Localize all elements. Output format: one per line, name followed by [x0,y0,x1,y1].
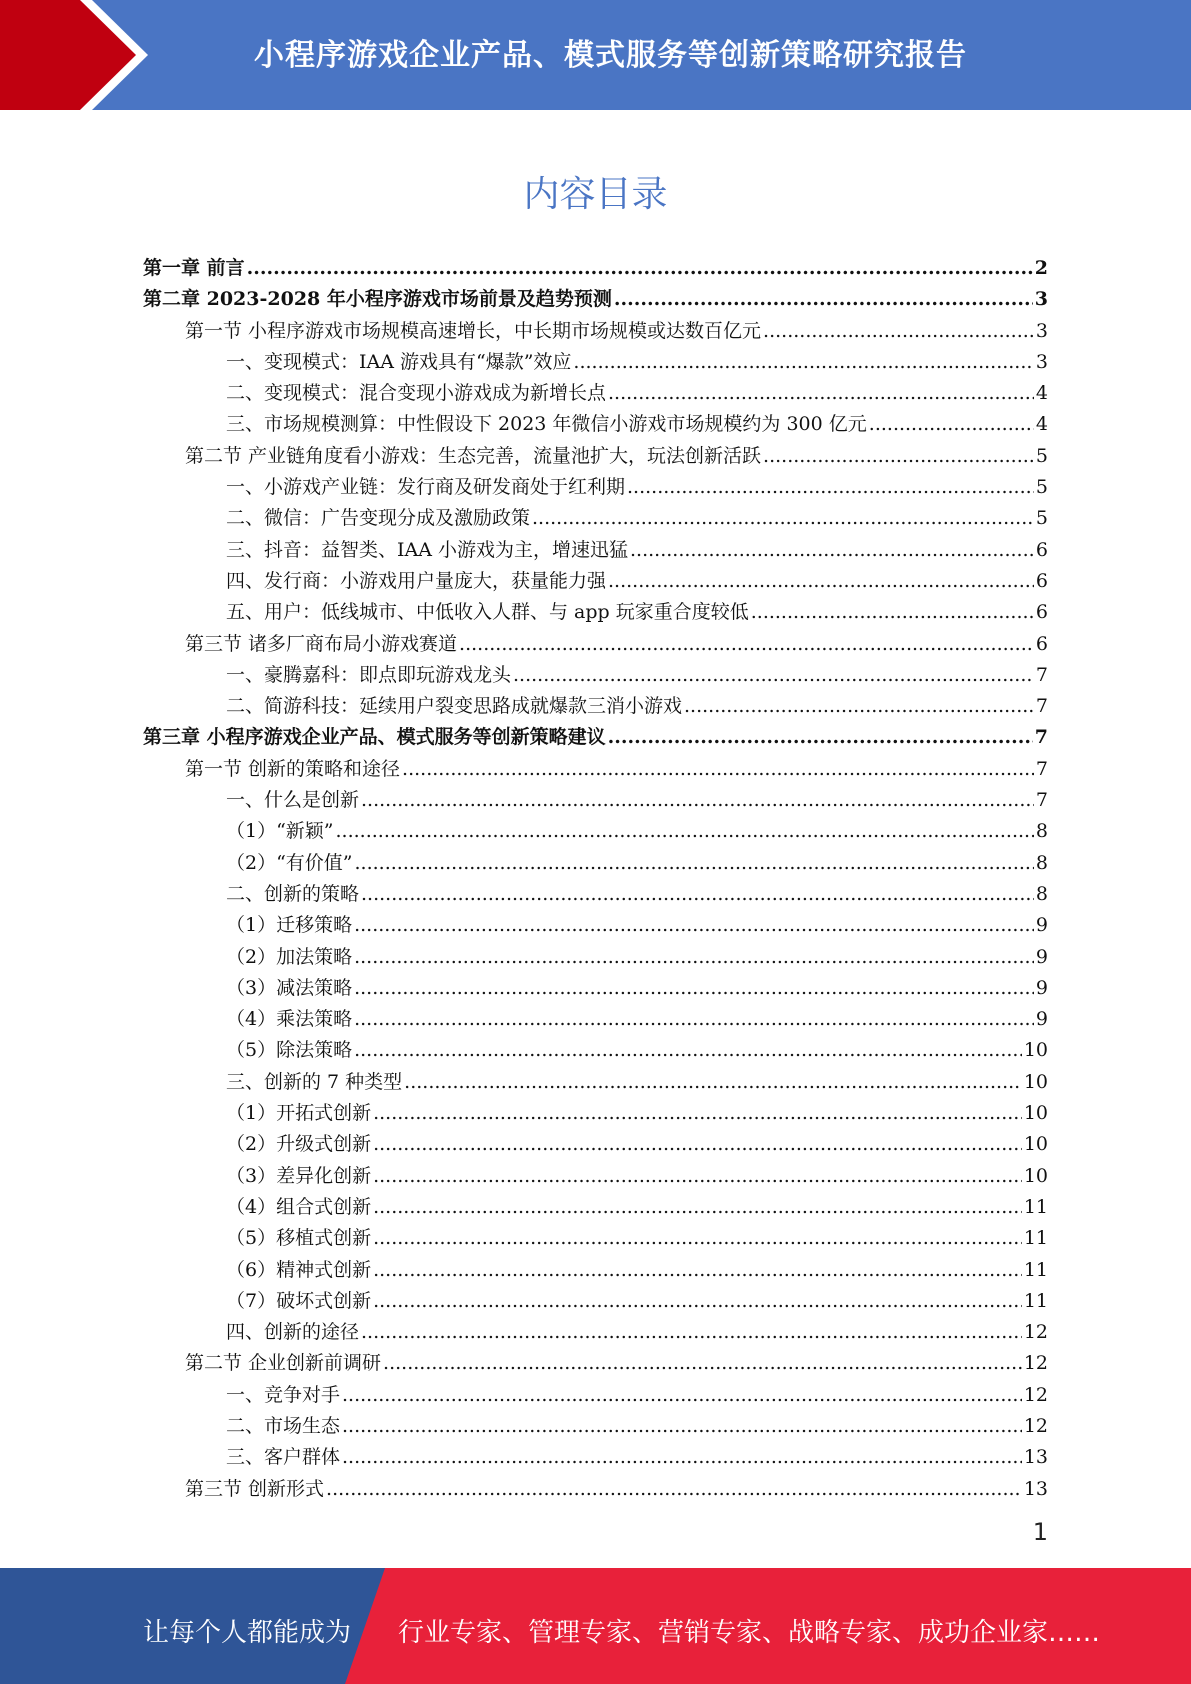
toc-leader-dots [684,691,1034,722]
toc-entry-label: 一、小游戏产业链：发行商及研发商处于红利期 [226,476,626,499]
toc-leader-dots [361,879,1034,910]
toc-entry[interactable] [143,816,1048,847]
toc-entry-label: （2）升级式创新 [226,1133,372,1156]
toc-entry-label: （5）移植式创新 [226,1227,372,1250]
toc-leader-dots [342,1411,1022,1442]
toc-entry-page: 6 [1035,601,1048,624]
toc-entry[interactable] [143,1348,1048,1379]
toc-entry-label: 四、发行商：小游戏用户量庞大，获量能力强 [226,569,607,592]
header-arrow-decoration [0,0,160,110]
toc-leader-dots [361,785,1034,816]
toc-entry[interactable] [143,629,1048,660]
toc-entry-page: 8 [1035,882,1048,905]
toc-leader-dots [354,973,1034,1004]
toc-leader-dots [608,378,1034,409]
toc-entry[interactable] [143,441,1048,472]
toc-entry-page: 3 [1035,350,1048,373]
toc-entry-label: 第二节 企业创新前调研 [185,1352,382,1375]
toc-leader-dots [383,1348,1022,1379]
toc-leader-dots [354,942,1034,973]
toc-leader-dots [573,347,1033,378]
table-of-contents [143,253,1048,1505]
toc-leader-dots [513,660,1034,691]
toc-entry-page: 10 [1023,1133,1048,1156]
toc-entry[interactable] [143,1380,1048,1411]
toc-entry-label: 一、变现模式：IAA 游戏具有“爆款”效应 [226,350,572,373]
toc-entry-page: 6 [1035,569,1048,592]
toc-entry-label: 第一节 创新的策略和途径 [185,757,401,780]
toc-entry[interactable] [143,910,1048,941]
footer-slogan-right: 行业专家、管理专家、营销专家、战略专家、成功企业家…… [398,1618,1101,1648]
toc-entry[interactable] [143,1098,1048,1129]
toc-entry-page: 4 [1035,382,1048,405]
toc-entry-label: 一、什么是创新 [226,789,360,812]
toc-leader-dots [608,566,1034,597]
toc-entry-page: 12 [1023,1383,1048,1406]
toc-entry-page: 7 [1035,663,1048,686]
toc-entry-page: 3 [1034,288,1048,311]
toc-entry-page: 5 [1035,476,1048,499]
toc-entry[interactable] [143,1286,1048,1317]
toc-entry-label: 三、市场规模测算：中性假设下 2023 年微信小游戏市场规模约为 300 亿元 [226,413,867,436]
header-title: 小程序游戏企业产品、模式服务等创新策略研究报告 [254,38,967,73]
toc-entry[interactable] [143,1004,1048,1035]
toc-leader-dots [373,1223,1022,1254]
toc-leader-dots [326,1474,1022,1505]
toc-leader-dots [532,503,1034,534]
toc-entry-label: 一、豪腾嘉科：即点即玩游戏龙头 [226,663,512,686]
toc-entry[interactable] [143,409,1048,440]
toc-leader-dots [342,1380,1022,1411]
page-number: 1 [1032,1518,1048,1546]
toc-entry-label: 一、竞争对手 [226,1383,341,1406]
toc-entry-label: 第二章 2023-2028 年小程序游戏市场前景及趋势预测 [143,288,612,311]
toc-entry-page: 11 [1023,1289,1048,1312]
toc-entry-page: 5 [1035,507,1048,530]
toc-entry-page: 7 [1035,789,1048,812]
toc-leader-dots [361,1317,1022,1348]
toc-entry[interactable] [143,284,1048,315]
toc-entry[interactable] [143,754,1048,785]
toc-entry[interactable] [143,1411,1048,1442]
toc-entry[interactable] [143,597,1048,628]
toc-entry-label: （5）除法策略 [226,1039,353,1062]
toc-entry-label: 三、客户群体 [226,1446,341,1469]
toc-entry-label: 二、简游科技：延续用户裂变思路成就爆款三消小游戏 [226,695,683,718]
toc-entry-label: 二、变现模式：混合变现小游戏成为新增长点 [226,382,607,405]
toc-leader-dots [354,910,1034,941]
toc-entry[interactable] [143,1192,1048,1223]
toc-entry[interactable] [143,691,1048,722]
toc-leader-dots [402,754,1034,785]
toc-entry[interactable] [143,1161,1048,1192]
toc-entry-label: 三、创新的 7 种类型 [226,1070,403,1093]
toc-entry-label: 二、市场生态 [226,1414,341,1437]
toc-entry[interactable] [143,942,1048,973]
toc-entry[interactable] [143,503,1048,534]
toc-entry-label: （1）开拓式创新 [226,1102,372,1125]
toc-entry-page: 9 [1035,976,1048,999]
toc-entry[interactable] [143,1474,1048,1505]
toc-entry[interactable] [143,1255,1048,1286]
toc-entry[interactable] [143,1223,1048,1254]
toc-leader-dots [373,1286,1022,1317]
toc-entry-page: 11 [1023,1195,1048,1218]
toc-entry[interactable] [143,879,1048,910]
toc-entry-page: 10 [1023,1070,1048,1093]
toc-entry[interactable] [143,566,1048,597]
toc-entry[interactable] [143,785,1048,816]
toc-entry-page: 9 [1035,914,1048,937]
toc-entry[interactable] [143,378,1048,409]
toc-leader-dots [354,1004,1034,1035]
toc-entry-page: 12 [1023,1321,1048,1344]
toc-title: 内容目录 [523,174,668,215]
toc-entry-page: 11 [1023,1227,1048,1250]
toc-entry-page: 7 [1035,695,1048,718]
toc-leader-dots [354,1035,1022,1066]
toc-entry-page: 10 [1023,1164,1048,1187]
toc-entry-page: 6 [1035,538,1048,561]
toc-entry[interactable] [143,347,1048,378]
toc-leader-dots [342,1442,1022,1473]
toc-leader-dots [355,848,1034,879]
toc-entry-page: 9 [1035,1008,1048,1031]
toc-leader-dots [459,629,1034,660]
toc-entry-label: 五、用户：低线城市、中低收入人群、与 app 玩家重合度较低 [226,601,749,624]
toc-leader-dots [630,535,1034,566]
toc-entry-label: 三、抖音：益智类、IAA 小游戏为主，增速迅猛 [226,538,628,561]
toc-leader-dots [763,441,1034,472]
toc-entry-page: 9 [1035,945,1048,968]
toc-entry-label: 二、创新的策略 [226,882,360,905]
toc-entry-label: 第三章 小程序游戏企业产品、模式服务等创新策略建议 [143,726,606,749]
toc-leader-dots [763,316,1034,347]
toc-entry-label: （2）加法策略 [226,945,353,968]
footer-slogan-left: 让每个人都能成为 [143,1618,352,1648]
toc-entry[interactable] [143,472,1048,503]
toc-entry-page: 7 [1034,726,1048,749]
toc-leader-dots [373,1098,1022,1129]
toc-entry-label: 二、微信：广告变现分成及激励政策 [226,507,531,530]
toc-entry-label: （4）组合式创新 [226,1195,372,1218]
toc-entry[interactable] [143,660,1048,691]
toc-entry-page: 13 [1023,1446,1048,1469]
toc-entry-page: 7 [1035,757,1048,780]
toc-leader-dots [336,816,1034,847]
toc-leader-dots [608,722,1033,753]
toc-leader-dots [373,1255,1022,1286]
toc-entry-label: 第三节 创新形式 [185,1477,325,1500]
toc-entry-label: 第一章 前言 [143,257,245,279]
toc-entry[interactable] [143,1035,1048,1066]
toc-entry[interactable] [143,253,1048,284]
toc-leader-dots [373,1161,1022,1192]
toc-entry-page: 5 [1035,444,1048,467]
toc-leader-dots [627,472,1034,503]
toc-leader-dots [373,1192,1022,1223]
toc-leader-dots [869,409,1034,440]
toc-entry-label: （6）精神式创新 [226,1258,372,1281]
toc-leader-dots [614,284,1033,315]
toc-entry[interactable] [143,973,1048,1004]
toc-leader-dots [404,1067,1022,1098]
toc-entry[interactable] [143,1442,1048,1473]
toc-entry-page: 8 [1035,851,1048,874]
toc-entry-page: 3 [1035,319,1048,342]
toc-entry-label: （1）迁移策略 [226,914,353,937]
toc-entry-label: 第二节 产业链角度看小游戏：生态完善，流量池扩大，玩法创新活跃 [185,444,762,467]
toc-entry[interactable] [143,535,1048,566]
toc-entry-label: （7）破坏式创新 [226,1289,372,1312]
toc-entry-page: 4 [1035,413,1048,436]
toc-entry[interactable] [143,316,1048,347]
toc-entry-label: （3）差异化创新 [226,1164,372,1187]
toc-entry-label: （1）“新颖” [226,820,334,843]
toc-entry-page: 12 [1023,1414,1048,1437]
toc-entry[interactable] [143,1067,1048,1098]
toc-entry-page: 10 [1023,1102,1048,1125]
toc-leader-dots [751,597,1034,628]
toc-entry-page: 2 [1034,257,1048,279]
toc-leader-dots [373,1129,1022,1160]
toc-entry-label: （3）减法策略 [226,976,353,999]
toc-entry-label: 四、创新的途径 [226,1321,360,1344]
toc-entry-label: （2）“有价值” [226,851,353,874]
toc-entry-page: 8 [1035,820,1048,843]
toc-entry-label: 第三节 诸多厂商布局小游戏赛道 [185,632,458,655]
toc-entry[interactable] [143,722,1048,753]
toc-entry[interactable] [143,848,1048,879]
toc-entry-page: 11 [1023,1258,1048,1281]
toc-entry-page: 12 [1023,1352,1048,1375]
toc-entry-label: （4）乘法策略 [226,1008,353,1031]
toc-entry-page: 13 [1023,1477,1048,1500]
toc-entry[interactable] [143,1317,1048,1348]
toc-entry-page: 10 [1023,1039,1048,1062]
toc-leader-dots [247,253,1033,284]
toc-entry-page: 6 [1035,632,1048,655]
toc-entry[interactable] [143,1129,1048,1160]
toc-entry-label: 第一节 小程序游戏市场规模高速增长，中长期市场规模或达数百亿元 [185,319,762,342]
